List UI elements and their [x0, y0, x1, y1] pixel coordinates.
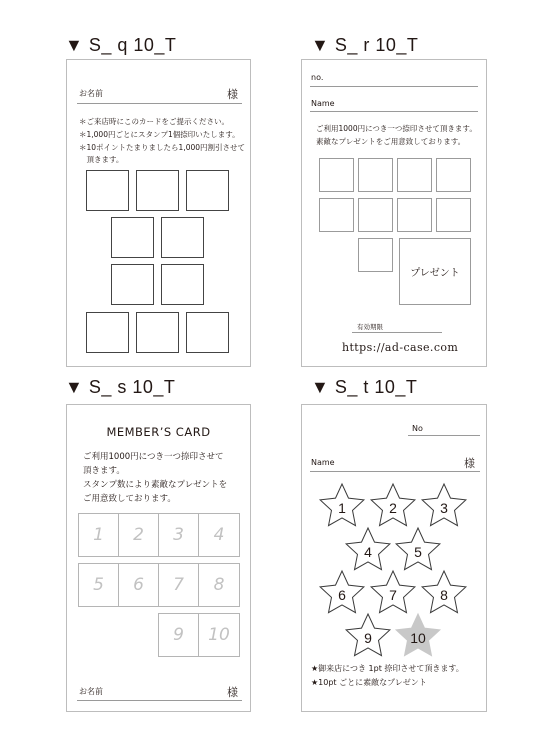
stamp-box [436, 158, 471, 192]
heading-t: ▼ S_ t 10_T [311, 377, 418, 397]
note-line-3: ＊10ポイントたまりましたら1,000円割引させて [79, 143, 246, 152]
stamp-box [397, 198, 432, 232]
stamp-cell-9: 9 [158, 613, 199, 657]
honorific: 様 [464, 457, 475, 470]
stamp-box [86, 170, 129, 211]
stamp-box [358, 238, 393, 272]
stamp-box [358, 158, 393, 192]
stamp-box [136, 170, 179, 211]
stamp-cell-5: 5 [78, 563, 119, 607]
name-label: お名前 [79, 687, 103, 696]
message-line-1: ご利用1000円につき一つ捺印させて頂きます。 [316, 124, 477, 133]
star-number: 4 [364, 544, 372, 560]
stamp-box [111, 264, 154, 305]
stamp-card-r [301, 59, 487, 367]
name-underline [310, 111, 478, 112]
stamp-box [161, 264, 204, 305]
no-underline [310, 86, 478, 87]
message-line-2: 頂きます。 [83, 466, 125, 476]
name-label: Name [311, 458, 335, 467]
honorific: 様 [227, 686, 238, 699]
stamp-card-t [301, 404, 487, 712]
honorific: 様 [227, 88, 238, 101]
star-number: 8 [440, 587, 448, 603]
present-box [399, 238, 471, 305]
no-underline [408, 435, 480, 436]
name-label: Name [311, 99, 335, 108]
stamp-box [186, 170, 229, 211]
stamp-box [319, 158, 354, 192]
shop-url: https://ad-case.com [342, 341, 459, 354]
stamp-box [161, 217, 204, 258]
star-number: 9 [364, 630, 372, 646]
message-line-4: ご用意致しております。 [83, 494, 176, 504]
stamp-box [436, 198, 471, 232]
note-line-2: ★10pt ごとに素敵なプレゼント [311, 678, 427, 687]
note-line-2: ＊1,000円ごとにスタンプ1個捺印いたします。 [79, 130, 240, 139]
stamp-card-q [66, 59, 251, 367]
stamp-cell-6: 6 [118, 563, 159, 607]
stamp-cell-7: 7 [158, 563, 199, 607]
card-title: MEMBER’S CARD [106, 425, 211, 439]
name-label: お名前 [79, 89, 103, 98]
stamp-box [358, 198, 393, 232]
stamp-cell-2: 2 [118, 513, 159, 557]
heading-q: ▼ S_ q 10_T [65, 35, 177, 55]
expiry-label: 有効期限 [357, 323, 383, 331]
star-number: 10 [410, 630, 426, 646]
message-line-3: スタンプ数により素敵なプレゼントを [83, 480, 228, 490]
stamp-cell-8: 8 [198, 563, 240, 607]
stamp-cell-10: 10 [198, 613, 240, 657]
stamp-cell-1: 1 [78, 513, 119, 557]
note-line-4: 頂きます。 [79, 155, 124, 164]
star-number: 3 [440, 500, 448, 516]
message-line-2: 素敵なプレゼントをご用意致しております。 [316, 137, 466, 146]
star-number: 7 [389, 587, 397, 603]
message-line-1: ご利用1000円につき一つ捺印させて [83, 452, 224, 462]
star-number: 2 [389, 500, 397, 516]
name-underline [310, 471, 480, 472]
name-underline [77, 103, 242, 104]
note-line-1: ★御来店につき 1pt 捺印させて頂きます。 [311, 664, 464, 673]
stamp-box [86, 312, 129, 353]
expiry-underline [352, 332, 442, 333]
stamp-box [397, 158, 432, 192]
stamp-card-s [66, 404, 251, 712]
no-label: no. [311, 73, 324, 82]
heading-r: ▼ S_ r 10_T [311, 35, 419, 55]
stamp-cell-4: 4 [198, 513, 240, 557]
name-underline [77, 700, 242, 701]
star-number: 6 [338, 587, 346, 603]
star-number: 1 [338, 500, 346, 516]
star-number: 5 [414, 544, 422, 560]
note-line-1: ＊ご来店時にこのカードをご提示ください。 [79, 117, 229, 126]
heading-s: ▼ S_ s 10_T [65, 377, 176, 397]
stamp-box [111, 217, 154, 258]
no-label: No [412, 424, 423, 433]
stamp-cell-3: 3 [158, 513, 199, 557]
stamp-box [136, 312, 179, 353]
stamp-box [186, 312, 229, 353]
stamp-box [319, 198, 354, 232]
present-label: プレゼント [410, 268, 460, 279]
